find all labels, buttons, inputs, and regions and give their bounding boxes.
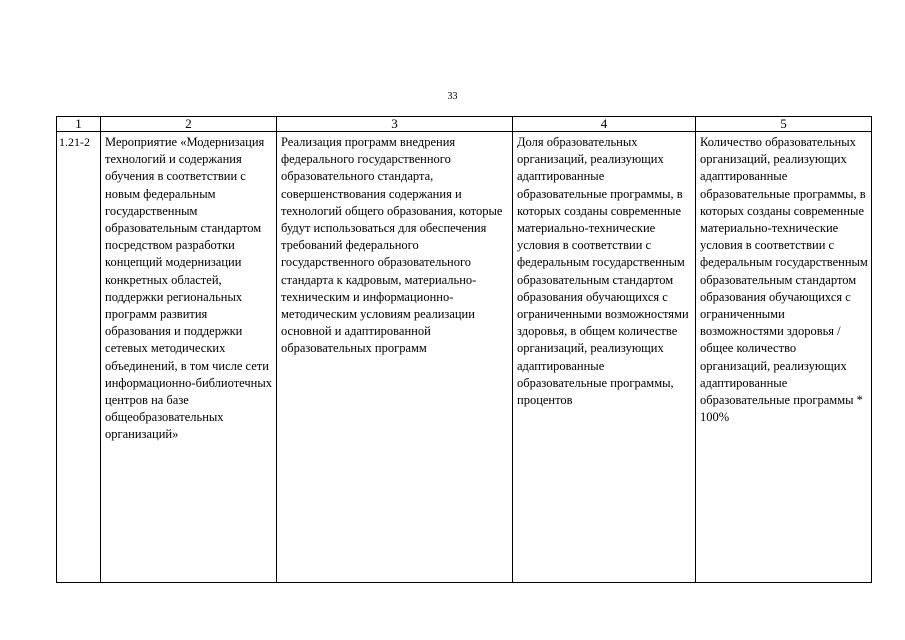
column-header-2: 2 [101,117,277,132]
row-number-cell: 1.21-2 [57,132,101,583]
column-header-4: 4 [513,117,696,132]
column-header-1: 1 [57,117,101,132]
program-table [56,116,872,583]
column-header-5: 5 [696,117,872,132]
description-cell: Реализация программ внедрения федерального государственного образовательного стандарта, совершенствования содержания и технологий общего образования, которые будут использоваться для обеспечения требований федерального государственного образовательного стандарта к кадровым, материально-техническим и информационно-методическим условиям реализации основной и адаптированной образовательных программ [277,132,513,583]
table-header-row [57,117,872,132]
table-row [57,132,872,583]
column-header-3: 3 [277,117,513,132]
indicator-cell: Доля образовательных организаций, реализующих адаптированные образовательные программы, в которых созданы современные материально-технические условия в соответствии с федеральным государственным образовательным стандартом образования обучающихся с ограниченными возможностями здоровья, в общем количестве организаций, реализующих адаптированные образовательные программы, процентов [513,132,696,583]
formula-cell: Количество образовательных организаций, реализующих адаптированные образовательные программы, в которых созданы современные материально-технические условия в соответствии с федеральным государственным образовательным стандартом образования обучающихся с ограниченными возможностями здоровья / общее количество организаций, реализующих адаптированные образовательные программы * 100% [696,132,872,583]
page-number: 33 [447,91,458,102]
activity-cell: Мероприятие «Модернизация технологий и содержания обучения в соответствии с новым федеральным государственным образовательным стандартом посредством разработки концепций модернизации конкретных областей, поддержки региональных программ развития образования и поддержки сетевых методических объединений, в том числе сети информационно-библиотечных центров на базе общеобразовательных организаций» [101,132,277,583]
